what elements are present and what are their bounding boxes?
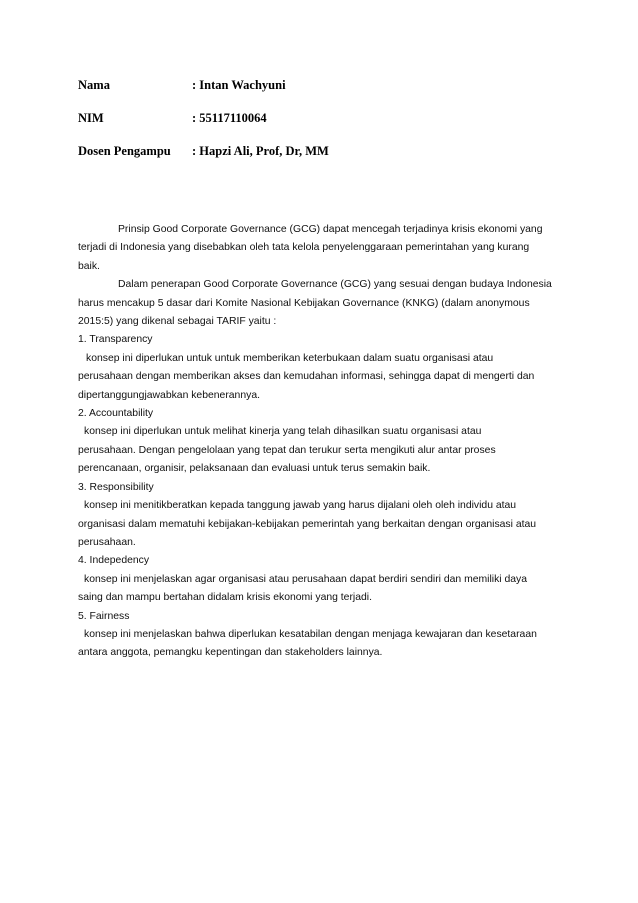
paragraph-line: Prinsip Good Corporate Governance (GCG) dapat mencegah terjadinya krisis ekonomi yang	[118, 224, 543, 235]
list-item-heading: 1. Transparency	[78, 334, 153, 346]
list-item-line: perusahaan.	[78, 536, 136, 548]
list-item-responsibility	[78, 479, 570, 553]
paragraph-line: harus mencakup 5 dasar dari Komite Nasional Kebijakan Governance (KNKG) (dalam anonymous	[78, 297, 530, 309]
list-item-line: konsep ini menjelaskan bahwa diperlukan kesatabilan dengan menjaga kewajaran dan kesetaraan	[84, 628, 537, 640]
list-item-heading: 3. Responsibility	[78, 481, 154, 493]
list-item-heading: 2. Accountability	[78, 408, 154, 420]
essay-body	[78, 221, 570, 663]
list-item-line: konsep ini menitikberatkan kepada tanggung jawab yang harus dijalani oleh oleh individu atau	[84, 500, 517, 512]
name-value: : Intan Wachyuni	[192, 78, 286, 92]
name-label: Nama	[78, 78, 110, 92]
list-item-transparency	[78, 331, 570, 405]
list-item-line: konsep ini menjelaskan agar organisasi atau perusahaan dapat berdiri sendiri dan memiliki daya	[84, 573, 528, 585]
list-item-line: perencanaan, organisir, pelaksanaan dan evaluasi untuk terus semakin baik.	[78, 463, 431, 475]
paragraph-line: terjadi di Indonesia yang disebabkan oleh tata kelola penyelenggaraan pemerintahan yang kurang	[78, 242, 530, 254]
list-item-independency	[78, 552, 570, 607]
name-row	[78, 78, 329, 111]
list-item-line: antara anggota, pemangku kepentingan dan stakeholders lainnya.	[78, 647, 383, 659]
student-info-header	[78, 78, 329, 177]
nim-row	[78, 111, 329, 144]
lecturer-label: Dosen Pengampu	[78, 144, 171, 158]
list-item-heading: 5. Fairness	[78, 610, 130, 622]
list-item-accountability	[78, 405, 570, 479]
list-item-line: saing dan mampu bertahan didalam krisis ekonomi yang terjadi.	[78, 592, 372, 604]
list-item-fairness	[78, 608, 570, 663]
list-item-line: organisasi dalam mematuhi kebijakan-kebijakan pemerintah yang berkaitan dengan organisasi atau	[78, 518, 537, 530]
paragraph-line: 2015:5) yang dikenal sebagai TARIF yaitu :	[78, 316, 277, 328]
paragraph-tarif	[78, 276, 570, 331]
list-item-line: perusahaan dengan memberikan akses dan kemudahan informasi, sehingga dapat di mengerti dan	[78, 371, 535, 383]
list-item-line: konsep ini diperlukan untuk untuk memberikan keterbukaan dalam suatu organisasi atau	[86, 352, 494, 364]
list-item-line: konsep ini diperlukan untuk melihat kinerja yang telah dihasilkan suatu organisasi atau	[84, 426, 482, 438]
nim-value: : 55117110064	[192, 111, 267, 125]
paragraph-line: Dalam penerapan Good Corporate Governance (GCG) yang sesuai dengan budaya Indonesia	[118, 279, 552, 291]
list-item-line: dipertanggungjawabkan kebenerannya.	[78, 389, 260, 401]
paragraph-line: baik.	[78, 260, 100, 272]
list-item-heading: 4. Indepedency	[78, 555, 150, 567]
lecturer-row	[78, 144, 329, 177]
paragraph-intro	[78, 221, 570, 276]
nim-label: NIM	[78, 111, 104, 125]
lecturer-value: : Hapzi Ali, Prof, Dr, MM	[192, 144, 329, 158]
list-item-line: perusahaan. Dengan pengelolaan yang tepat dan terukur serta mengikuti alur antar proses	[78, 444, 496, 456]
